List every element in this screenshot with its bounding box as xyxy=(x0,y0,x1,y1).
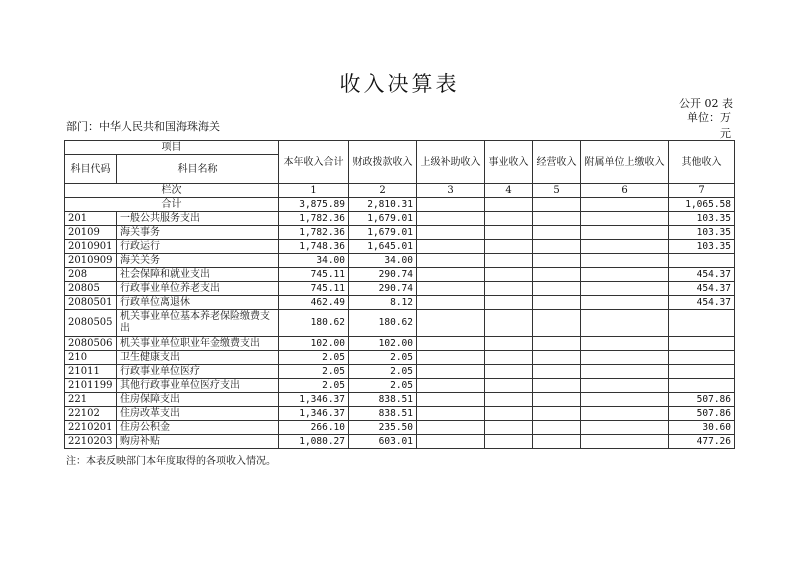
row-operating-cell xyxy=(533,310,581,337)
table-row xyxy=(65,240,735,254)
row-code-cell: 20805 xyxy=(65,282,117,296)
row-total-income-cell: 462.49 xyxy=(279,296,349,310)
row-operating-cell xyxy=(533,212,581,226)
column-number: 4 xyxy=(485,184,533,198)
row-other-cell xyxy=(669,365,735,379)
row-affiliated-cell xyxy=(581,421,669,435)
row-name-cell: 海关事务 xyxy=(117,226,279,240)
column-number: 6 xyxy=(581,184,669,198)
row-subsidy-cell xyxy=(417,282,485,296)
row-total-income-cell: 1,782.36 xyxy=(279,226,349,240)
row-operating-cell xyxy=(533,421,581,435)
row-fiscal-cell: 2.05 xyxy=(349,365,417,379)
row-code-cell: 20109 xyxy=(65,226,117,240)
header-fiscal: 财政拨款收入 xyxy=(349,141,417,184)
row-name-cell: 社会保障和就业支出 xyxy=(117,268,279,282)
row-business-cell xyxy=(485,226,533,240)
total-business-cell xyxy=(485,198,533,212)
row-subsidy-cell xyxy=(417,226,485,240)
total-fiscal-cell: 2,810.31 xyxy=(349,198,417,212)
row-subsidy-cell xyxy=(417,379,485,393)
table-row xyxy=(65,351,735,365)
row-operating-cell xyxy=(533,393,581,407)
row-name-cell: 机关事业单位职业年金缴费支出 xyxy=(117,337,279,351)
row-total-income-cell: 1,346.37 xyxy=(279,407,349,421)
row-name-cell: 购房补贴 xyxy=(117,435,279,449)
row-business-cell xyxy=(485,435,533,449)
row-other-cell xyxy=(669,254,735,268)
row-name-cell: 机关事业单位基本养老保险缴费支出 xyxy=(117,310,279,337)
row-total-income-cell: 1,346.37 xyxy=(279,393,349,407)
row-fiscal-cell: 8.12 xyxy=(349,296,417,310)
header-name: 科目名称 xyxy=(117,155,279,184)
row-fiscal-cell: 838.51 xyxy=(349,407,417,421)
row-other-cell: 454.37 xyxy=(669,296,735,310)
column-number-row xyxy=(65,184,735,198)
row-fiscal-cell: 2.05 xyxy=(349,379,417,393)
row-fiscal-cell: 1,679.01 xyxy=(349,212,417,226)
row-subsidy-cell xyxy=(417,268,485,282)
form-code: 公开 02 表 xyxy=(679,97,733,110)
row-name-cell: 海关关务 xyxy=(117,254,279,268)
row-fiscal-cell: 2.05 xyxy=(349,351,417,365)
row-code-cell: 210 xyxy=(65,351,117,365)
row-other-cell: 477.26 xyxy=(669,435,735,449)
row-operating-cell xyxy=(533,351,581,365)
row-business-cell xyxy=(485,379,533,393)
row-fiscal-cell: 290.74 xyxy=(349,268,417,282)
row-fiscal-cell: 838.51 xyxy=(349,393,417,407)
table-row xyxy=(65,226,735,240)
row-operating-cell xyxy=(533,268,581,282)
row-name-cell: 卫生健康支出 xyxy=(117,351,279,365)
table-row xyxy=(65,254,735,268)
row-affiliated-cell xyxy=(581,337,669,351)
row-affiliated-cell xyxy=(581,310,669,337)
row-subsidy-cell xyxy=(417,435,485,449)
row-business-cell xyxy=(485,212,533,226)
row-business-cell xyxy=(485,296,533,310)
row-total-income-cell: 34.00 xyxy=(279,254,349,268)
row-business-cell xyxy=(485,337,533,351)
row-total-income-cell: 102.00 xyxy=(279,337,349,351)
header-operating: 经营收入 xyxy=(533,141,581,184)
header-total-income: 本年收入合计 xyxy=(279,141,349,184)
row-code-cell: 2210201 xyxy=(65,421,117,435)
row-operating-cell xyxy=(533,282,581,296)
header-affiliated: 附属单位上缴收入 xyxy=(581,141,669,184)
unit-label: 单位：万 xyxy=(687,111,731,124)
row-other-cell xyxy=(669,351,735,365)
row-subsidy-cell xyxy=(417,296,485,310)
row-total-income-cell: 180.62 xyxy=(279,310,349,337)
row-affiliated-cell xyxy=(581,240,669,254)
row-code-cell: 21011 xyxy=(65,365,117,379)
row-other-cell xyxy=(669,337,735,351)
row-code-cell: 2010901 xyxy=(65,240,117,254)
row-affiliated-cell xyxy=(581,296,669,310)
row-operating-cell xyxy=(533,240,581,254)
row-affiliated-cell xyxy=(581,351,669,365)
row-operating-cell xyxy=(533,296,581,310)
table-row xyxy=(65,282,735,296)
row-other-cell: 103.35 xyxy=(669,212,735,226)
total-operating-cell xyxy=(533,198,581,212)
row-affiliated-cell xyxy=(581,393,669,407)
row-other-cell: 507.86 xyxy=(669,407,735,421)
unit-label-tail: 元 xyxy=(720,127,731,140)
row-other-cell xyxy=(669,379,735,393)
row-affiliated-cell xyxy=(581,365,669,379)
row-total-income-cell: 2.05 xyxy=(279,379,349,393)
row-other-cell: 454.37 xyxy=(669,282,735,296)
row-other-cell xyxy=(669,310,735,337)
row-name-cell: 行政事业单位养老支出 xyxy=(117,282,279,296)
column-number: 7 xyxy=(669,184,735,198)
row-business-cell xyxy=(485,254,533,268)
row-operating-cell xyxy=(533,337,581,351)
table-row xyxy=(65,296,735,310)
table-row xyxy=(65,337,735,351)
page-title: 收入决算表 xyxy=(339,72,460,96)
row-business-cell xyxy=(485,365,533,379)
row-operating-cell xyxy=(533,379,581,393)
table-row xyxy=(65,268,735,282)
row-total-income-cell: 1,080.27 xyxy=(279,435,349,449)
row-other-cell: 103.35 xyxy=(669,226,735,240)
department-label: 部门：中华人民共和国海珠海关 xyxy=(66,120,220,133)
row-affiliated-cell xyxy=(581,379,669,393)
total-row xyxy=(65,198,735,212)
row-total-income-cell: 266.10 xyxy=(279,421,349,435)
row-affiliated-cell xyxy=(581,226,669,240)
row-code-cell: 2210203 xyxy=(65,435,117,449)
column-number: 3 xyxy=(417,184,485,198)
header-other: 其他收入 xyxy=(669,141,735,184)
table-row xyxy=(65,310,735,337)
row-affiliated-cell xyxy=(581,268,669,282)
row-fiscal-cell: 235.50 xyxy=(349,421,417,435)
row-code-cell: 2080505 xyxy=(65,310,117,337)
row-operating-cell xyxy=(533,365,581,379)
row-name-cell: 其他行政事业单位医疗支出 xyxy=(117,379,279,393)
row-name-cell: 一般公共服务支出 xyxy=(117,212,279,226)
row-total-income-cell: 2.05 xyxy=(279,365,349,379)
column-number: 2 xyxy=(349,184,417,198)
row-business-cell xyxy=(485,421,533,435)
row-name-cell: 行政事业单位医疗 xyxy=(117,365,279,379)
total-affiliated-cell xyxy=(581,198,669,212)
row-total-income-cell: 745.11 xyxy=(279,282,349,296)
row-code-cell: 2101199 xyxy=(65,379,117,393)
row-subsidy-cell xyxy=(417,240,485,254)
column-number-label: 栏次 xyxy=(65,184,279,198)
total-income-cell: 3,875.89 xyxy=(279,198,349,212)
row-other-cell: 103.35 xyxy=(669,240,735,254)
row-subsidy-cell xyxy=(417,351,485,365)
total-other-cell: 1,065.58 xyxy=(669,198,735,212)
row-total-income-cell: 2.05 xyxy=(279,351,349,365)
table-row xyxy=(65,212,735,226)
row-business-cell xyxy=(485,351,533,365)
row-code-cell: 201 xyxy=(65,212,117,226)
table-row xyxy=(65,435,735,449)
table-row xyxy=(65,379,735,393)
table-row xyxy=(65,365,735,379)
header-subsidy: 上级补助收入 xyxy=(417,141,485,184)
row-code-cell: 2010909 xyxy=(65,254,117,268)
row-operating-cell xyxy=(533,226,581,240)
table-row xyxy=(65,393,735,407)
row-name-cell: 住房改革支出 xyxy=(117,407,279,421)
row-other-cell: 454.37 xyxy=(669,268,735,282)
header-project: 项目 xyxy=(65,141,279,155)
row-name-cell: 住房公积金 xyxy=(117,421,279,435)
row-other-cell: 507.86 xyxy=(669,393,735,407)
row-affiliated-cell xyxy=(581,407,669,421)
income-table xyxy=(64,140,735,449)
column-number: 5 xyxy=(533,184,581,198)
header-code: 科目代码 xyxy=(65,155,117,184)
row-subsidy-cell xyxy=(417,212,485,226)
row-business-cell xyxy=(485,268,533,282)
row-fiscal-cell: 290.74 xyxy=(349,282,417,296)
row-code-cell: 2080506 xyxy=(65,337,117,351)
row-subsidy-cell xyxy=(417,310,485,337)
total-label: 合计 xyxy=(65,198,279,212)
row-name-cell: 行政运行 xyxy=(117,240,279,254)
row-total-income-cell: 1,748.36 xyxy=(279,240,349,254)
column-number: 1 xyxy=(279,184,349,198)
row-subsidy-cell xyxy=(417,337,485,351)
row-business-cell xyxy=(485,240,533,254)
row-fiscal-cell: 1,645.01 xyxy=(349,240,417,254)
row-code-cell: 208 xyxy=(65,268,117,282)
row-fiscal-cell: 180.62 xyxy=(349,310,417,337)
row-fiscal-cell: 34.00 xyxy=(349,254,417,268)
row-subsidy-cell xyxy=(417,407,485,421)
table-row xyxy=(65,407,735,421)
row-subsidy-cell xyxy=(417,393,485,407)
row-subsidy-cell xyxy=(417,254,485,268)
row-business-cell xyxy=(485,407,533,421)
row-affiliated-cell xyxy=(581,435,669,449)
row-business-cell xyxy=(485,393,533,407)
row-total-income-cell: 1,782.36 xyxy=(279,212,349,226)
row-operating-cell xyxy=(533,407,581,421)
row-subsidy-cell xyxy=(417,365,485,379)
row-affiliated-cell xyxy=(581,254,669,268)
row-fiscal-cell: 603.01 xyxy=(349,435,417,449)
row-name-cell: 住房保障支出 xyxy=(117,393,279,407)
row-subsidy-cell xyxy=(417,421,485,435)
row-affiliated-cell xyxy=(581,212,669,226)
row-fiscal-cell: 1,679.01 xyxy=(349,226,417,240)
total-subsidy-cell xyxy=(417,198,485,212)
row-code-cell: 22102 xyxy=(65,407,117,421)
row-other-cell: 30.60 xyxy=(669,421,735,435)
header-business: 事业收入 xyxy=(485,141,533,184)
row-name-cell: 行政单位离退休 xyxy=(117,296,279,310)
row-code-cell: 221 xyxy=(65,393,117,407)
row-fiscal-cell: 102.00 xyxy=(349,337,417,351)
row-operating-cell xyxy=(533,254,581,268)
row-affiliated-cell xyxy=(581,282,669,296)
row-total-income-cell: 745.11 xyxy=(279,268,349,282)
row-business-cell xyxy=(485,282,533,296)
row-operating-cell xyxy=(533,435,581,449)
table-footnote: 注：本表反映部门本年度取得的各项收入情况。 xyxy=(66,456,276,467)
table-row xyxy=(65,421,735,435)
row-code-cell: 2080501 xyxy=(65,296,117,310)
row-business-cell xyxy=(485,310,533,337)
